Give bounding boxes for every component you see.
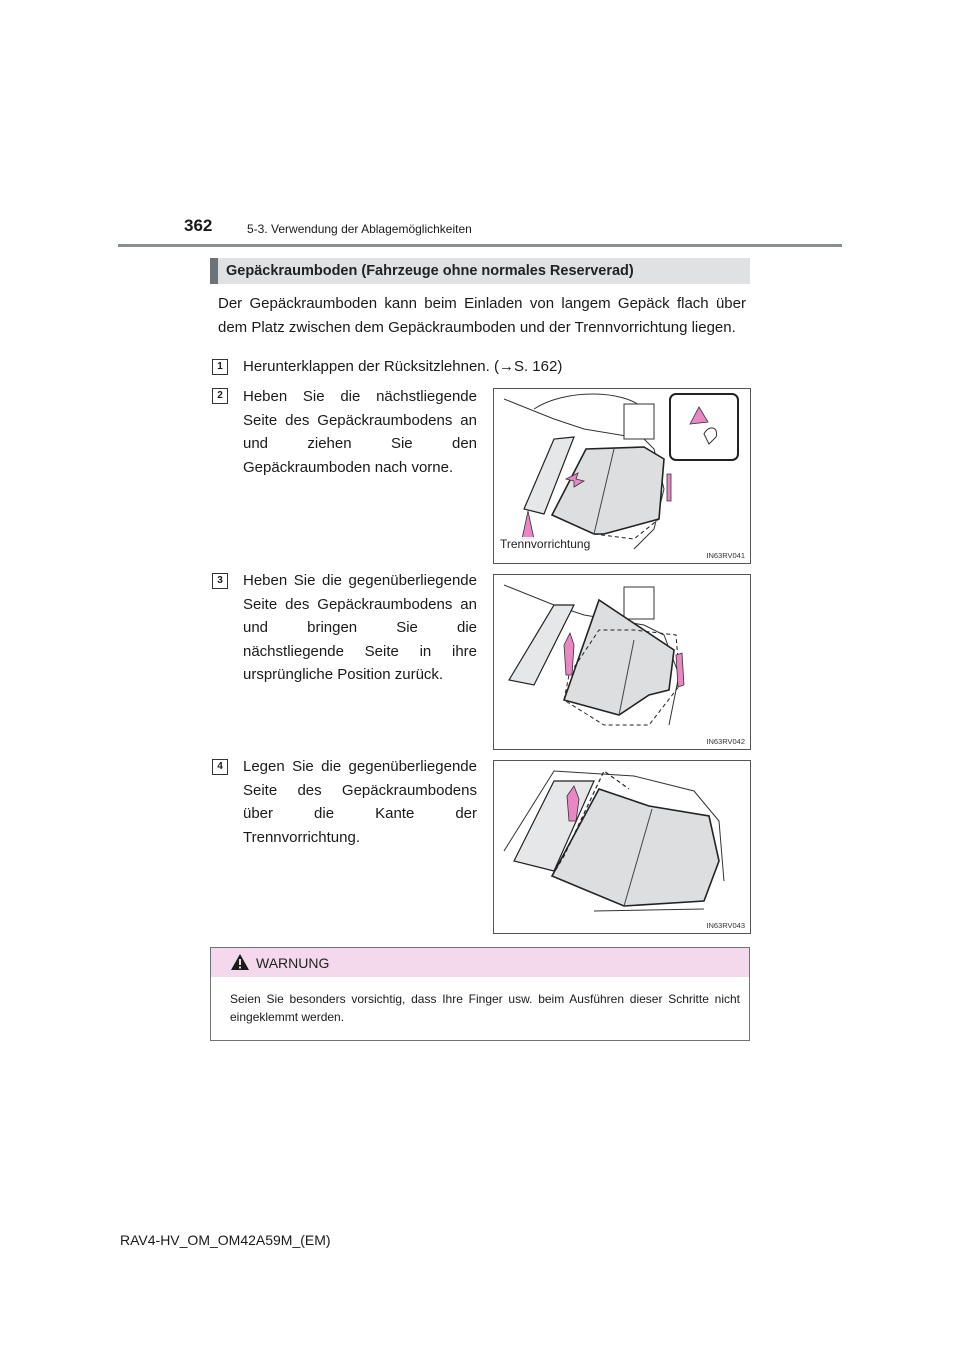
step-number-3: 3 (212, 573, 228, 589)
topic-title: Gepäckraumboden (Fahrzeuge ohne normales Reserverad) (226, 263, 634, 279)
figure-code-2: IN63RV042 (706, 737, 745, 746)
header-rule (118, 244, 842, 247)
step-text-4: Legen Sie die gegenüberliegende Seite des Gepäckraumbodens über die Kante der Trennvorrichtung. (243, 758, 477, 846)
figure-step-2 (493, 388, 751, 564)
figure-step-3-drawing (494, 575, 750, 749)
footer-document-code: RAV4-HV_OM_OM42A59M_(EM) (120, 1232, 331, 1248)
section-heading: 5-3. Verwendung der Ablagemöglichkeiten (247, 222, 472, 236)
warning-header (211, 948, 749, 977)
figure-label-trennvorrichtung: Trennvorrichtung (500, 537, 591, 551)
figure-step-4-drawing (494, 761, 750, 933)
step-number-4: 4 (212, 759, 228, 775)
figure-code-3: IN63RV043 (706, 921, 745, 930)
warning-text: Seien Sie besonders vorsichtig, dass Ihre Finger usw. beim Ausführen dieser Schritte nicht eingeklemmt werden. (230, 992, 740, 1024)
step-text-1: Herunterklappen der Rücksitzlehnen. (→S. 162) (243, 358, 563, 375)
page-number: 362 (184, 216, 213, 235)
figure-step-4 (493, 760, 751, 934)
step-text-3: Heben Sie die gegenüberliegende Seite des Gepäckraumbodens an und bringen Sie die nächstliegende Seite in ihre ursprüngliche Position zurück. (243, 572, 477, 683)
figure-step-3 (493, 574, 751, 750)
warning-box (210, 947, 750, 1041)
topic-title-bar (210, 258, 750, 284)
warning-triangle-icon (230, 953, 250, 976)
step-text-2: Heben Sie die nächstliegende Seite des Gepäckraumbodens an und ziehen Sie den Gepäckraumboden nach vorne. (243, 388, 477, 476)
step-number-2: 2 (212, 388, 228, 404)
step-number-1: 1 (212, 359, 228, 375)
intro-paragraph: Der Gepäckraumboden kann beim Einladen von langem Gepäck flach über dem Platz zwischen dem Gepäckraumboden und der Trennvorrichtung liegen. (218, 295, 746, 336)
title-accent (210, 258, 218, 284)
figure-code-1: IN63RV041 (706, 551, 745, 560)
warning-title: WARNUNG (256, 955, 330, 971)
